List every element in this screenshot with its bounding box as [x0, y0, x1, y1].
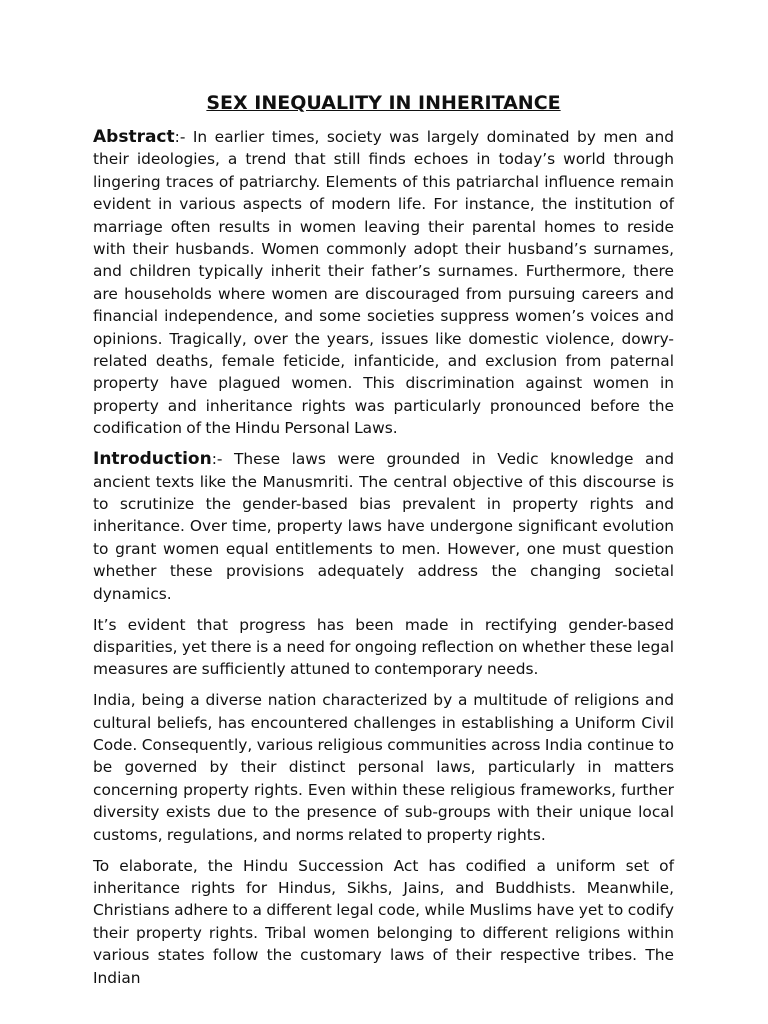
body-paragraph-progress: It’s evident that progress has been made in rectifying gender-based disparities, yet there is a need for ongoing reflection on whether these legal measures are sufficiently attuned to contemporary needs. [93, 615, 674, 679]
abstract-separator: :- [174, 128, 193, 146]
introduction-heading: Introduction [93, 449, 212, 470]
document-title: SEX INEQUALITY IN INHERITANCE [206, 92, 561, 114]
abstract-heading: Abstract [93, 127, 175, 147]
introduction-paragraph [93, 448, 674, 605]
document-page [93, 88, 674, 998]
abstract-paragraph [93, 126, 674, 440]
introduction-text: These laws were grounded in Vedic knowledge and ancient texts like the Manusmriti. The central objective of this discourse is to scrutinize the gender-based bias prevalent in property rights and inheritance. Over time, property laws have undergone significant evolution to grant women equal entitlements to men. However, one must question whether these provisions adequately address the changing societal dynamics. [93, 450, 674, 603]
abstract-text: In earlier times, society was largely dominated by men and their ideologies, a trend that still finds echoes in today’s world through lingering traces of patriarchy. Elements of this patriarchal influence remain evident in various aspects of modern life. For instance, the institution of marriage often results in women leaving their parental homes to reside with their husbands. Women commonly adopt their husband’s surnames, and children typically inherit their father’s surnames. Furthermore, there are households where women are discouraged from pursuing careers and financial independence, and some societies suppress women’s voices and opinions. Tragically, over the years, issues like domestic violence, dowry-related deaths, female feticide, infanticide, and exclusion from paternal property have plagued women. This discrimination against women in property and inheritance rights was particularly pronounced before the codification of the Hindu Personal Laws. [93, 128, 674, 438]
body-paragraph-diversity: India, being a diverse nation characterized by a multitude of religions and cultural beliefs, has encountered challenges in establishing a Uniform Civil Code. Consequently, various religious communities across India continue to be governed by their distinct personal laws, particularly in matters concerning property rights. Even within these religious frameworks, further diversity exists due to the presence of sub-groups with their unique local customs, regulations, and norms related to property rights. [93, 691, 674, 844]
introduction-separator: :- [211, 450, 234, 469]
body-paragraph-succession-act: To elaborate, the Hindu Succession Act has codified a uniform set of inheritance rights for Hindus, Sikhs, Jains, and Buddhists. Meanwhile, Christians adhere to a different legal code, while Muslims have yet to codify their property rights. Tribal women belonging to different religions within various states follow the customary laws of their respective tribes. The Indian [93, 856, 674, 987]
